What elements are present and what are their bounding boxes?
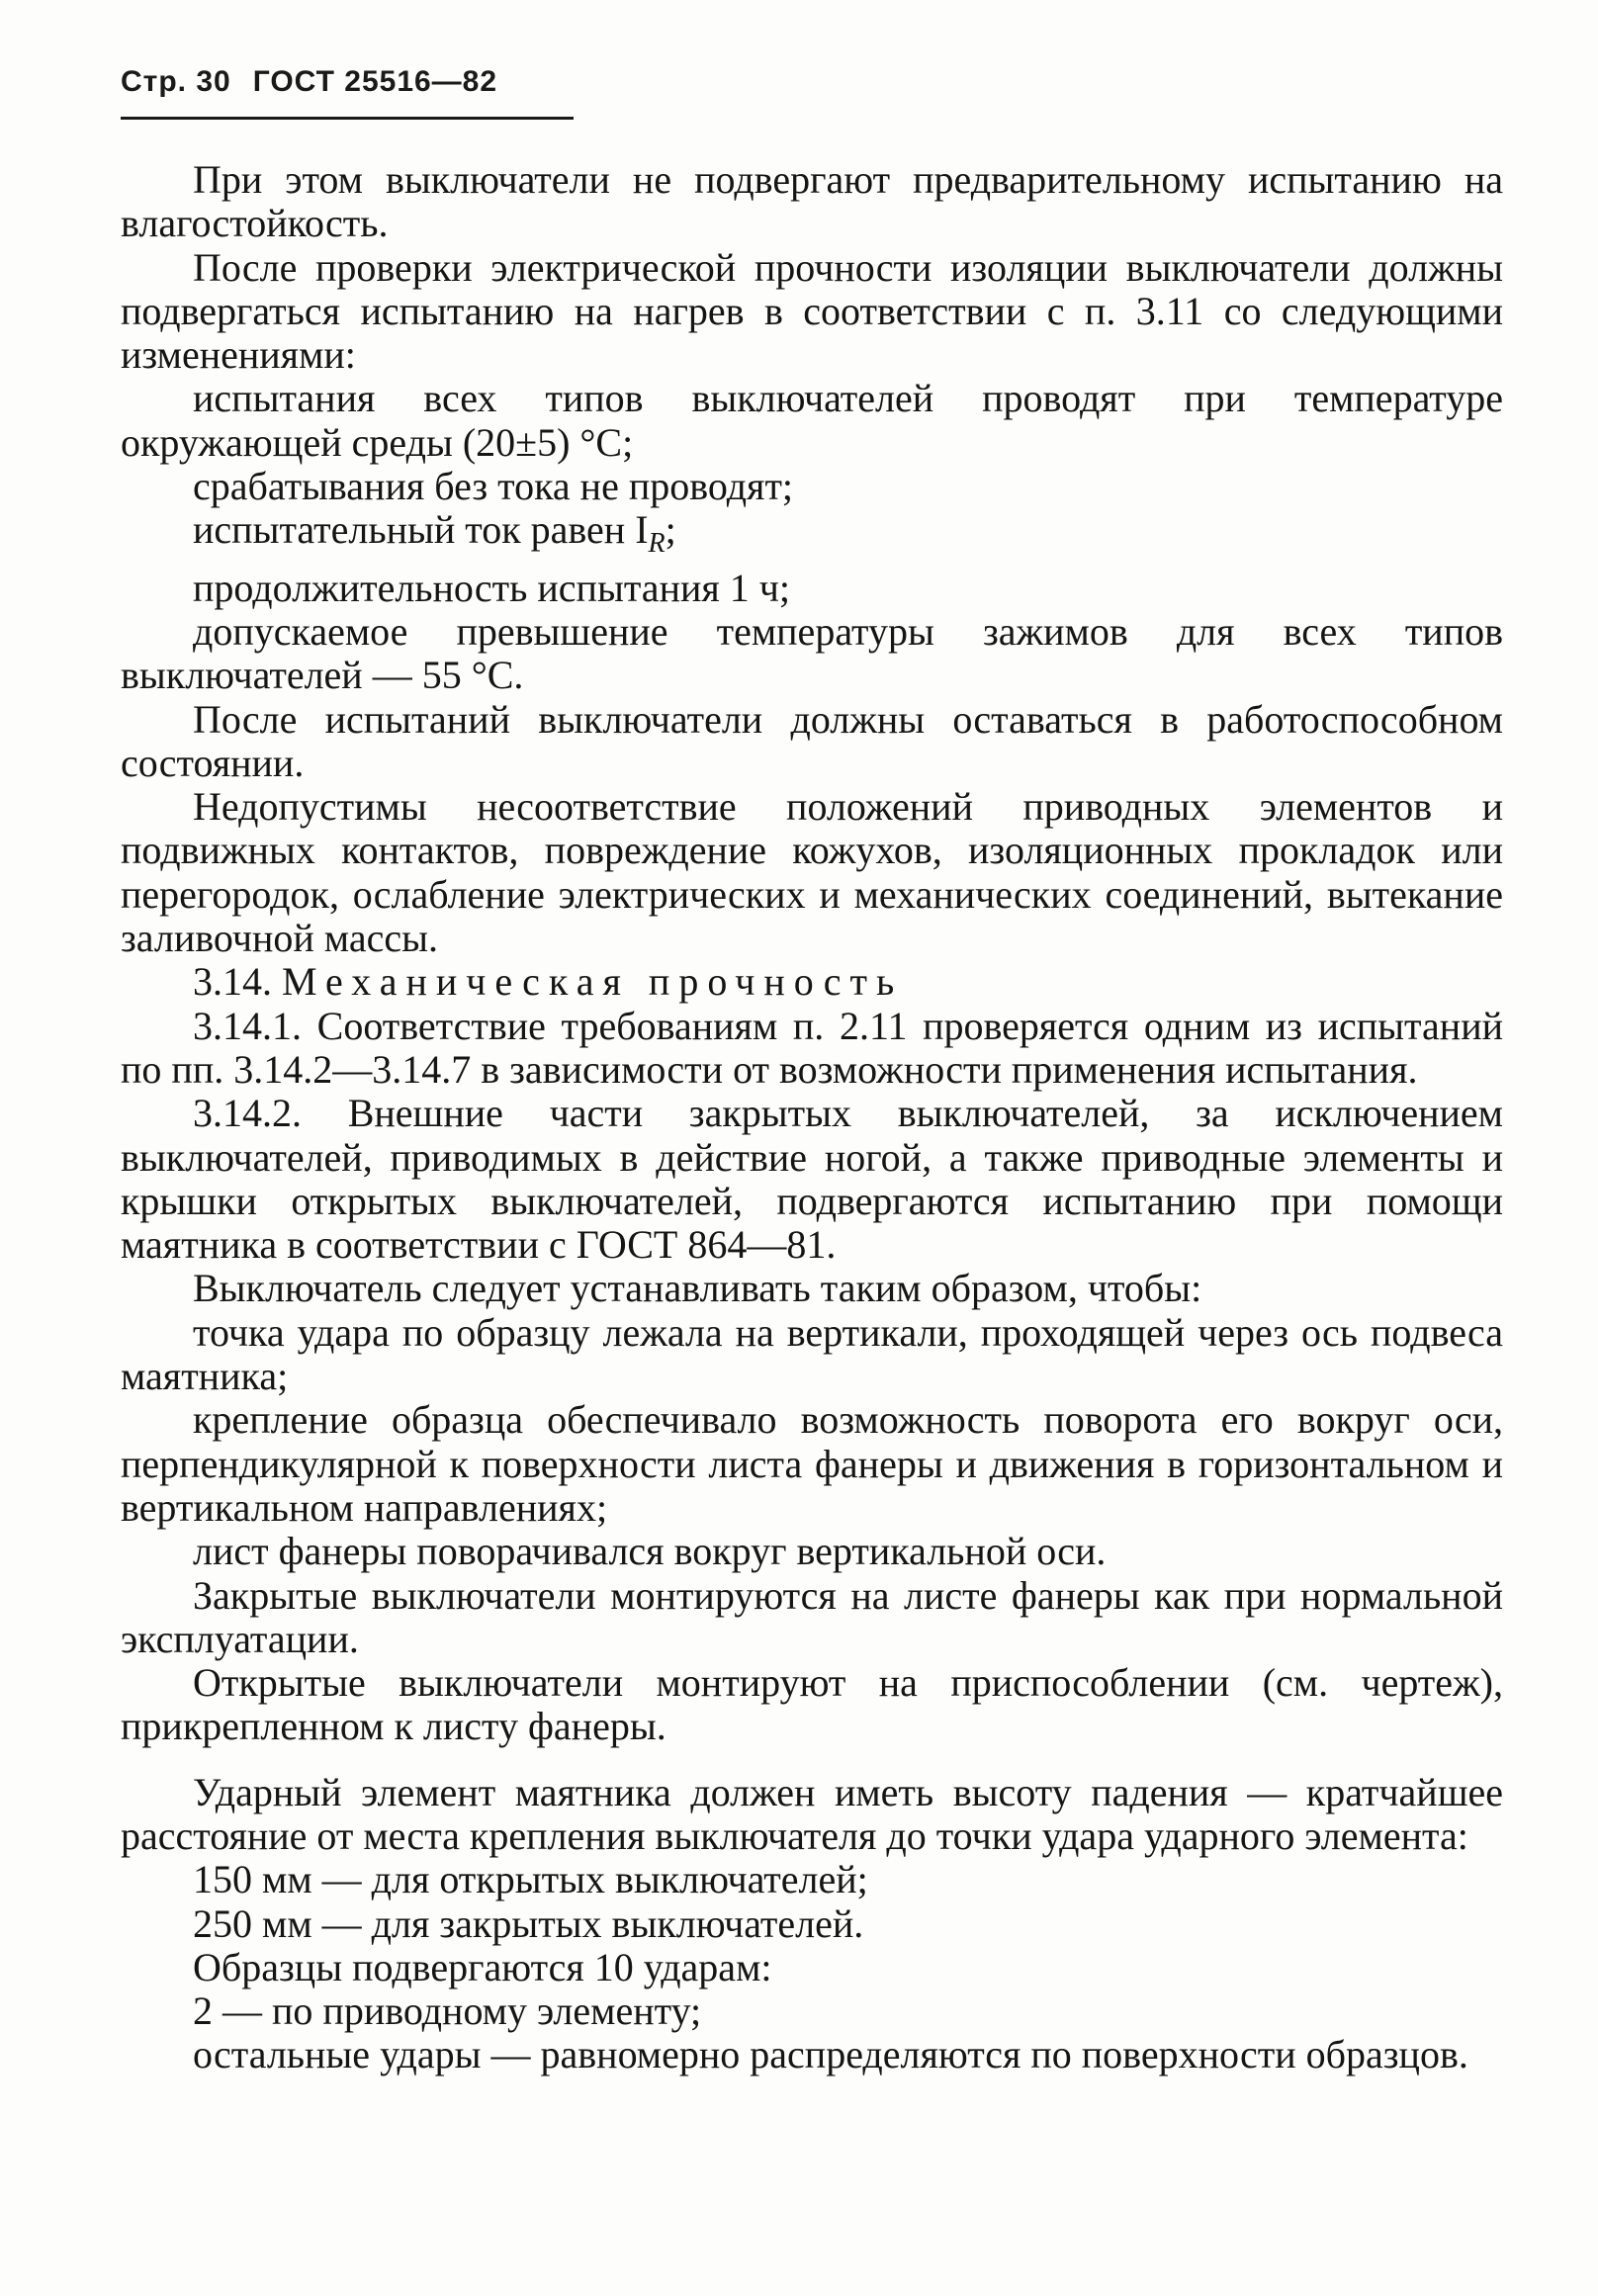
list-item: лист фанеры поворачивался вокруг вертикальной оси. xyxy=(193,1529,1107,1574)
list-item: 250 мм — для закрытых выключателей. xyxy=(193,1900,864,1946)
page-header xyxy=(121,65,497,99)
section-number: 3.14. xyxy=(193,959,272,1005)
document-body xyxy=(121,158,1503,2077)
paragraph: 3.14.1. Соответствие требованиям п. 2.11 проверяется одним из испытаний по пп. 3.14.2—3.14.7 в зависимости от возможности применения испытания. xyxy=(121,1003,1503,1092)
header-rule xyxy=(121,117,574,120)
standard-designation: ГОСТ 25516—82 xyxy=(252,65,498,98)
list-item: срабатывания без тока не проводят; xyxy=(193,464,794,509)
paragraph: Образцы подвергаются 10 ударам: xyxy=(193,1944,772,1989)
paragraph: 3.14.2. Внешние части закрытых выключателей, за исключением выключателей, приводимых в действие ногой, а также приводные элементы и крышки открытых выключателей, подвергаются испытанию при помощи маятника в соответствии с ГОСТ 864—81. xyxy=(121,1091,1503,1268)
paragraph: Открытые выключатели монтируют на приспособлении (см. чертеж), прикрепленном к листу фанеры. xyxy=(121,1660,1503,1749)
list-item: испытания всех типов выключателей проводят при температуре окружающей среды (20±5) °С; xyxy=(121,376,1503,465)
list-item-text: испытательный ток равен I xyxy=(193,507,649,553)
paragraph: После проверки электрической прочности изоляции выключатели должны подвергаться испытанию на нагрев в соответствии с п. 3.11 со следующими изменениями: xyxy=(121,244,1503,378)
paragraph: Выключатель следует устанавливать таким образом, чтобы: xyxy=(193,1266,1202,1311)
list-item: крепление образца обеспечивало возможность поворота его вокруг оси, перпендикулярной к поверхности листа фанеры и движения в горизонтальном и вертикальном направлениях; xyxy=(121,1397,1503,1530)
list-item: допускаемое превышение температуры зажимов для всех типов выключателей — 55 °С. xyxy=(121,608,1503,698)
section-title: Механическая прочность xyxy=(282,959,904,1005)
paragraph: При этом выключатели не подвергают предварительному испытанию на влагостойкость. xyxy=(121,157,1503,246)
paragraph: После испытаний выключатели должны оставаться в работоспособном состоянии. xyxy=(121,696,1503,785)
list-item xyxy=(121,508,1503,566)
current-subscript: R xyxy=(648,528,666,560)
list-item-end: ; xyxy=(665,507,676,553)
paragraph: Ударный элемент маятника должен иметь высоту падения — кратчайшее расстояние от места крепления выключателя до точки удара ударного элемента: xyxy=(121,1769,1503,1858)
paragraph: Недопустимы несоответствие положений приводных элементов и подвижных контактов, повреждение кожухов, изоляционных прокладок или перегородок, ослабление электрических и механических соединений, вытекание заливочной массы. xyxy=(121,784,1503,961)
list-item: точка удара по образцу лежала на вертикали, проходящей через ось подвеса маятника; xyxy=(121,1309,1503,1399)
page-number: Стр. 30 xyxy=(121,65,231,98)
list-item: продолжительность испытания 1 ч; xyxy=(193,565,791,610)
section-heading xyxy=(121,960,1503,1004)
list-item: остальные удары — равномерно распределяются по поверхности образцов. xyxy=(193,2032,1468,2077)
paragraph: Закрытые выключатели монтируются на листе фанеры как при нормальной эксплуатации. xyxy=(121,1572,1503,1661)
list-item: 150 мм — для открытых выключателей; xyxy=(193,1857,868,1902)
list-item: 2 — по приводному элементу; xyxy=(193,1988,702,2034)
